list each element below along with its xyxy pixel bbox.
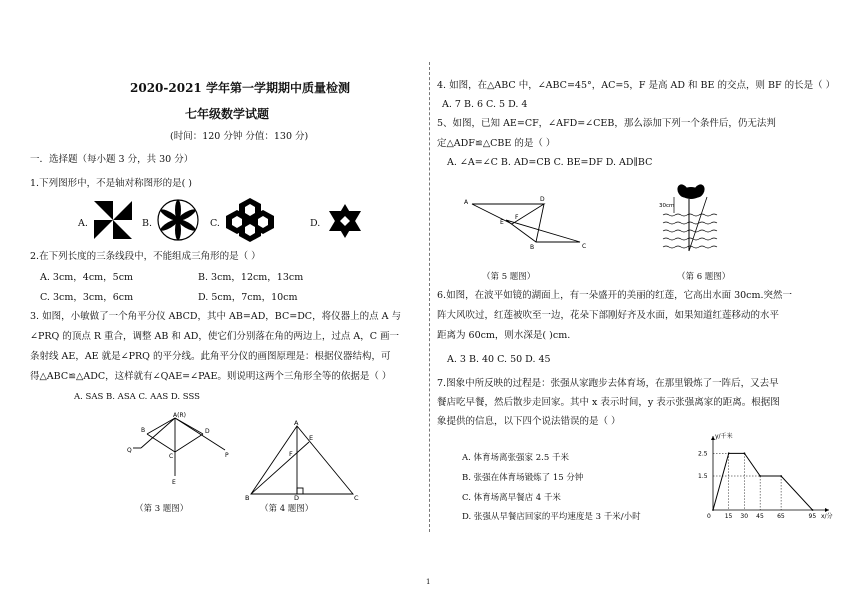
fig6-height-label: 30cm [659, 203, 675, 209]
x-tick-label: 0 [707, 513, 711, 520]
fig3-label-a: A(R) [173, 412, 186, 419]
y-tick-label: 2.5 [698, 450, 708, 458]
q7-line2: 餐店吃早餐，然后散步走回家。其中 x 表示时间，y 表示张强离家的距离。根据图 [437, 397, 780, 408]
fig5-label-c: C [582, 243, 587, 250]
q7-option-b: B. 张强在体育场锻炼了 15 分钟 [462, 473, 584, 483]
q5-line1: 5、如图，已知 AE=CF，∠AFD=∠CEB，那么添加下列一个条件后，仍无法判 [437, 118, 776, 129]
q1-label-c: C. [210, 218, 220, 229]
flower-circle-figure [156, 198, 200, 242]
q1-label-d: D. [310, 218, 321, 229]
data-point [759, 475, 761, 477]
data-point [728, 452, 730, 454]
q4-line1: 4. 如图，在△ABC 中，∠ABC=45°，AC=5，F 是高 AD 和 BE 的交点，则 BF 的长是（ ） [437, 80, 836, 91]
q4-options: A. 7 B. 6 C. 5 D. 4 [442, 99, 528, 110]
exam-title: 2020-2021 学年第一学期期中质量检测 [130, 81, 350, 95]
q3-options: A. SAS B. ASA C. AAS D. SSS [74, 392, 200, 402]
pinwheel-figure [92, 199, 134, 241]
fig4-label-a: A [294, 420, 299, 427]
x-tick-label: 15 [724, 513, 733, 520]
q7-line3: 象提供的信息，以下四个说法错误的是（ ） [437, 416, 621, 427]
fig5-label-e: E [500, 219, 504, 226]
q6-line3: 距离为 60cm，则水深是( )cm. [437, 330, 571, 341]
q2-option-d: D. 5cm，7cm，10cm [198, 292, 298, 303]
fig4-label-d: D [294, 494, 300, 500]
exam-meta: (时间：120 分钟 分值：130 分) [170, 131, 309, 142]
fig4-label-f: F [289, 450, 293, 458]
x-tick-label: 65 [777, 513, 785, 520]
q1-label-a: A. [78, 218, 88, 229]
q5-line2: 定△ADF≌△CBE 的是（ ） [437, 138, 556, 149]
x-tick-label: 95 [808, 513, 817, 520]
q1-label-b: B. [142, 218, 153, 229]
fig4-label-e: E [309, 434, 314, 442]
q6-line2: 阵大风吹过，红莲被吹至一边，花朵下部刚好齐及水面，如果知道红莲移动的水平 [437, 310, 780, 321]
fig5-label-d: D [540, 196, 545, 203]
data-point [712, 509, 714, 511]
x-tick-label: 45 [756, 513, 764, 520]
fig5-label-b: B [530, 244, 535, 251]
data-point [812, 509, 814, 511]
fig5-label-a: A [464, 199, 469, 206]
q3-line4: 得△ABC≌△ADC，这样就有∠QAE=∠PAE。则说明这两个三角形全等的依据是（ ） [30, 371, 392, 382]
q2-option-c: C. 3cm，3cm，6cm [40, 292, 134, 303]
q2-option-a: A. 3cm，4cm，5cm [40, 272, 134, 283]
congruent-triangles-figure [462, 192, 592, 252]
page-number: 1 [426, 578, 431, 586]
triangle-heights-figure [245, 420, 367, 500]
x-axis-label: x/分 [821, 513, 833, 520]
fig3-label-q: Q [127, 447, 132, 454]
fig5-caption: （第 5 题图） [482, 272, 536, 282]
fig4-label-c: C [354, 494, 359, 500]
y-axis-label: y/千米 [715, 433, 733, 440]
q5-options: A. ∠A=∠C B. AD=CB C. BE=DF D. AD∥BC [447, 157, 653, 168]
x-axis-arrow [825, 508, 829, 512]
q6-line1: 6.如图，在波平如镜的湖面上，有一朵盛开的美丽的红莲，它高出水面 30cm.突然一 [437, 290, 793, 301]
x-tick-label: 30 [740, 513, 749, 520]
fig5-label-f: F [515, 214, 519, 221]
q7-option-a: A. 体育场离张强家 2.5 千米 [462, 453, 569, 463]
q7-line1: 7.图象中所反映的过程是：张强从家跑步去体育场，在那里锻炼了一阵后，又去早 [437, 378, 779, 389]
fig3-label-e: E [172, 479, 176, 486]
data-point [744, 452, 746, 454]
q1-stem: 1.下列图形中，不是轴对称图形的是( ) [30, 178, 192, 189]
exam-subtitle: 七年级数学试题 [185, 107, 270, 121]
q7-option-d: D. 张强从早餐店回家的平均速度是 3 千米/小时 [462, 512, 641, 522]
fig3-label-p: P [225, 452, 229, 459]
lotus-figure [659, 183, 727, 253]
fig4-label-b: B [245, 494, 250, 500]
q3-line3: 条射线 AE，AE 就是∠PRQ 的平分线。此角平分仪的画图原理是：根据仪器结构，可 [30, 351, 391, 362]
column-divider [429, 62, 430, 532]
section-heading: 一．选择题（每小题 3 分，共 30 分） [30, 154, 194, 165]
fig3-label-d: D [205, 428, 210, 435]
data-point [780, 475, 782, 477]
q7-option-c: C. 体育场离早餐店 4 千米 [462, 493, 561, 503]
q3-line1: 3. 如图，小敏做了一个角平分仪 ABCD，其中 AB=AD，BC=DC，将仪器上的点 A 与 [30, 311, 401, 322]
q3-line2: ∠PRQ 的顶点 R 重合，调整 AB 和 AD，使它们分别落在角的两边上，过点 A，C 画一 [30, 331, 400, 342]
fig3-label-c: C [169, 453, 174, 460]
fig6-caption: （第 6 题图） [677, 272, 731, 282]
y-tick-label: 1.5 [698, 473, 708, 480]
q2-option-b: B. 3cm，12cm，13cm [198, 272, 304, 283]
q6-options: A. 3 B. 40 C. 50 D. 45 [447, 354, 551, 365]
distance-line [713, 453, 813, 510]
hexagon-pattern-figure [225, 196, 275, 244]
star-of-david-figure [328, 203, 362, 239]
fig3-label-b: B [141, 427, 146, 434]
angle-bisector-figure [125, 412, 235, 494]
fig3-caption: （第 3 题图） [135, 504, 189, 514]
q2-stem: 2.在下列长度的三条线段中，不能组成三角形的是（ ） [30, 251, 261, 262]
distance-time-chart [695, 430, 835, 522]
fig4-caption: （第 4 题图） [260, 504, 314, 514]
